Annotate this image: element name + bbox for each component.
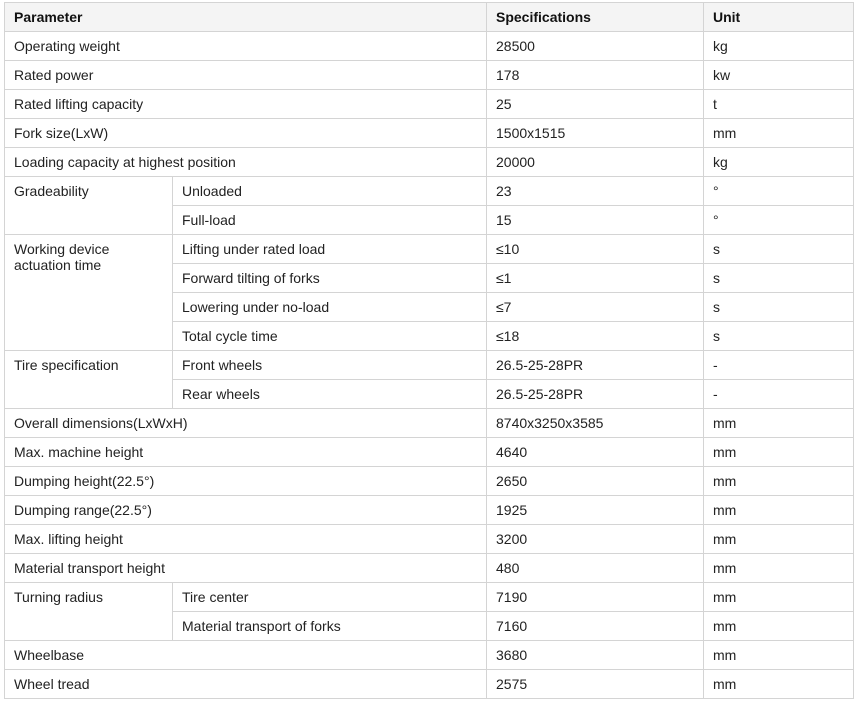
unit-cell: mm — [704, 467, 854, 496]
table-row — [5, 119, 854, 148]
table-row — [5, 525, 854, 554]
parameter-cell: Wheelbase — [5, 641, 487, 670]
unit-cell: mm — [704, 119, 854, 148]
table-row — [5, 61, 854, 90]
sub-parameter-cell: Front wheels — [173, 351, 487, 380]
parameter-cell: Max. machine height — [5, 438, 487, 467]
table-row — [5, 670, 854, 699]
table-row — [5, 554, 854, 583]
table-row — [5, 148, 854, 177]
sub-parameter-cell: Unloaded — [173, 177, 487, 206]
unit-cell: mm — [704, 438, 854, 467]
value-cell: 2575 — [487, 670, 704, 699]
value-cell: 26.5-25-28PR — [487, 380, 704, 409]
value-cell: 3680 — [487, 641, 704, 670]
parameter-cell: Max. lifting height — [5, 525, 487, 554]
header-parameter: Parameter — [5, 3, 487, 32]
unit-cell: kw — [704, 61, 854, 90]
parameter-cell: Overall dimensions(LxWxH) — [5, 409, 487, 438]
header-unit: Unit — [704, 3, 854, 32]
unit-cell: - — [704, 351, 854, 380]
sub-parameter-cell: Lowering under no-load — [173, 293, 487, 322]
sub-parameter-cell: Total cycle time — [173, 322, 487, 351]
value-cell: 4640 — [487, 438, 704, 467]
value-cell: 7160 — [487, 612, 704, 641]
unit-cell: kg — [704, 32, 854, 61]
table-row — [5, 496, 854, 525]
parameter-cell: Fork size(LxW) — [5, 119, 487, 148]
unit-cell: s — [704, 264, 854, 293]
table-row — [5, 467, 854, 496]
value-cell: 8740x3250x3585 — [487, 409, 704, 438]
unit-cell: s — [704, 293, 854, 322]
parameter-cell: Material transport height — [5, 554, 487, 583]
value-cell: 15 — [487, 206, 704, 235]
unit-cell: ° — [704, 206, 854, 235]
value-cell: 178 — [487, 61, 704, 90]
value-cell: 23 — [487, 177, 704, 206]
value-cell: ≤1 — [487, 264, 704, 293]
parameter-cell: Dumping height(22.5°) — [5, 467, 487, 496]
unit-cell: mm — [704, 583, 854, 612]
table-row — [5, 351, 854, 380]
unit-cell: mm — [704, 641, 854, 670]
unit-cell: s — [704, 322, 854, 351]
unit-cell: mm — [704, 670, 854, 699]
sub-parameter-cell: Full-load — [173, 206, 487, 235]
sub-parameter-cell: Forward tilting of forks — [173, 264, 487, 293]
value-cell: 1925 — [487, 496, 704, 525]
value-cell: ≤10 — [487, 235, 704, 264]
sub-parameter-cell: Tire center — [173, 583, 487, 612]
table-row — [5, 32, 854, 61]
value-cell: 3200 — [487, 525, 704, 554]
table-header — [5, 3, 854, 32]
value-cell: ≤18 — [487, 322, 704, 351]
header-specifications: Specifications — [487, 3, 704, 32]
parameter-cell: Rated lifting capacity — [5, 90, 487, 119]
parameter-cell: Rated power — [5, 61, 487, 90]
unit-cell: mm — [704, 612, 854, 641]
header-row — [5, 3, 854, 32]
group-parameter-cell: Gradeability — [5, 177, 173, 235]
parameter-cell: Dumping range(22.5°) — [5, 496, 487, 525]
parameter-cell: Operating weight — [5, 32, 487, 61]
unit-cell: kg — [704, 148, 854, 177]
value-cell: 25 — [487, 90, 704, 119]
spec-table — [4, 2, 854, 699]
group-parameter-cell: Turning radius — [5, 583, 173, 641]
table-row — [5, 409, 854, 438]
table-row — [5, 438, 854, 467]
value-cell: 20000 — [487, 148, 704, 177]
value-cell: 28500 — [487, 32, 704, 61]
value-cell: 2650 — [487, 467, 704, 496]
sub-parameter-cell: Rear wheels — [173, 380, 487, 409]
table-row — [5, 583, 854, 612]
table-row — [5, 641, 854, 670]
group-parameter-cell: Working device actuation time — [5, 235, 173, 351]
table-row — [5, 235, 854, 264]
unit-cell: ° — [704, 177, 854, 206]
unit-cell: - — [704, 380, 854, 409]
unit-cell: mm — [704, 525, 854, 554]
parameter-cell: Loading capacity at highest position — [5, 148, 487, 177]
unit-cell: mm — [704, 496, 854, 525]
value-cell: ≤7 — [487, 293, 704, 322]
unit-cell: s — [704, 235, 854, 264]
group-parameter-cell: Tire specification — [5, 351, 173, 409]
value-cell: 480 — [487, 554, 704, 583]
table-body — [5, 32, 854, 699]
unit-cell: mm — [704, 409, 854, 438]
value-cell: 1500x1515 — [487, 119, 704, 148]
value-cell: 26.5-25-28PR — [487, 351, 704, 380]
table-row — [5, 90, 854, 119]
sub-parameter-cell: Lifting under rated load — [173, 235, 487, 264]
parameter-cell: Wheel tread — [5, 670, 487, 699]
unit-cell: mm — [704, 554, 854, 583]
value-cell: 7190 — [487, 583, 704, 612]
unit-cell: t — [704, 90, 854, 119]
sub-parameter-cell: Material transport of forks — [173, 612, 487, 641]
table-row — [5, 177, 854, 206]
